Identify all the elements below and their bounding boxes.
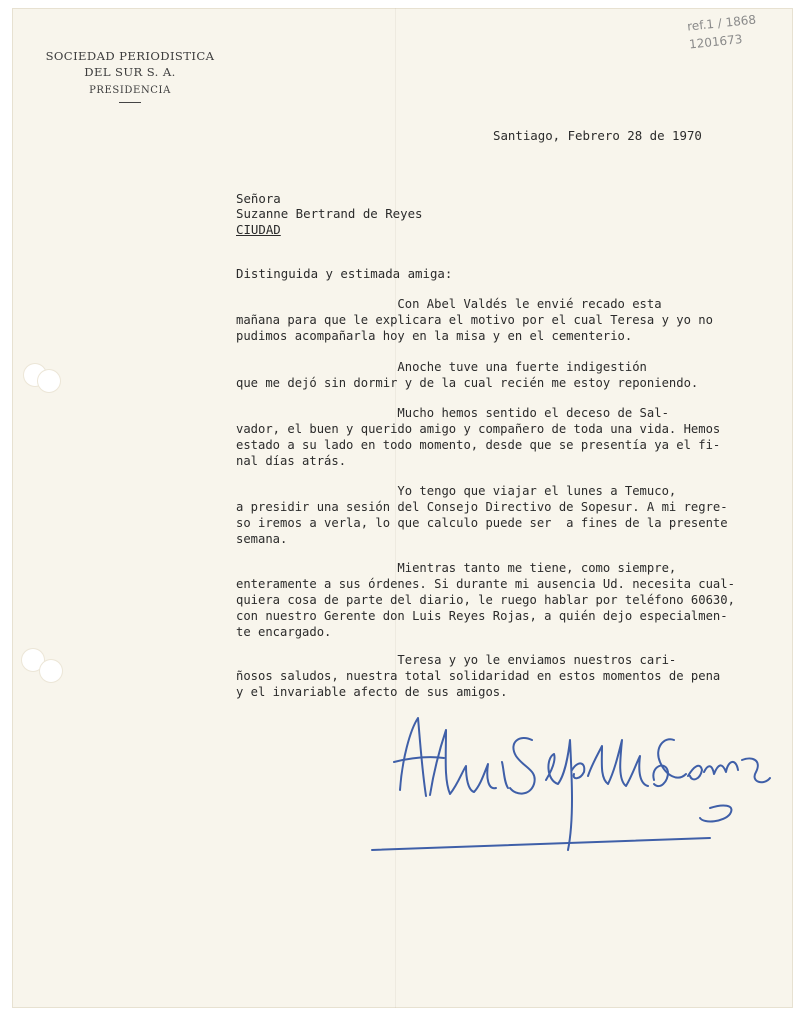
- paragraph-2: Anoche tuve una fuerte indigestión que me dejó sin dormir y de la cual recién me estoy reponiendo.: [236, 360, 699, 390]
- letterhead-rule: [119, 102, 141, 103]
- punch-hole-top-2: [38, 370, 60, 392]
- archive-reference-line1: ref.1 / 1868: [686, 12, 757, 34]
- letterhead-department: PRESIDENCIA: [89, 85, 171, 96]
- recipient-title: Señora: [236, 191, 281, 206]
- archive-reference-line2: 1201673: [688, 32, 744, 52]
- recipient-city: CIUDAD: [236, 222, 281, 237]
- punch-hole-bottom-2: [40, 660, 62, 682]
- paragraph-5: Mientras tanto me tiene, como siempre, enteramente a sus órdenes. Si durante mi ausencia Ud. necesita cual- quiera cosa de parte del diario, le ruego hablar por teléfono 60630, con nuestro Gerente don Luis Reyes Rojas, a quién dejo especialmen- te encargado.: [236, 561, 735, 639]
- handwritten-signature: [370, 700, 790, 870]
- paragraph-6: Teresa y yo le enviamos nuestros cari- ñosos saludos, nuestra total solidaridad en estos momentos de pena y el invariable afecto de sus amigos.: [236, 653, 721, 699]
- recipient-name: Suzanne Bertrand de Reyes: [236, 206, 423, 221]
- paragraph-4: Yo tengo que viajar el lunes a Temuco, a presidir una sesión del Consejo Directivo de Sopesur. A mi regre- so iremos a verla, lo que calculo puede ser a fines de la presente semana.: [236, 484, 728, 546]
- paragraph-1: Con Abel Valdés le envié recado esta mañana para que le explicara el motivo por el cual Teresa y yo no pudimos acompañarla hoy en la misa y en el cementerio.: [236, 297, 713, 343]
- letter-greeting: Distinguida y estimada amiga:: [236, 266, 453, 281]
- letter-date: Santiago, Febrero 28 de 1970: [493, 128, 702, 143]
- letterhead-company-suffix: DEL SUR S. A.: [84, 65, 176, 79]
- paragraph-3: Mucho hemos sentido el deceso de Sal- vador, el buen y querido amigo y compañero de toda una vida. Hemos estado a su lado en todo momento, desde que se presentía ya el fi- nal días atrás.: [236, 406, 721, 468]
- signature-strokes: [372, 718, 770, 850]
- letterhead: [40, 48, 220, 103]
- letterhead-company: SOCIEDAD PERIODISTICA: [45, 49, 215, 63]
- archive-reference: [686, 10, 758, 53]
